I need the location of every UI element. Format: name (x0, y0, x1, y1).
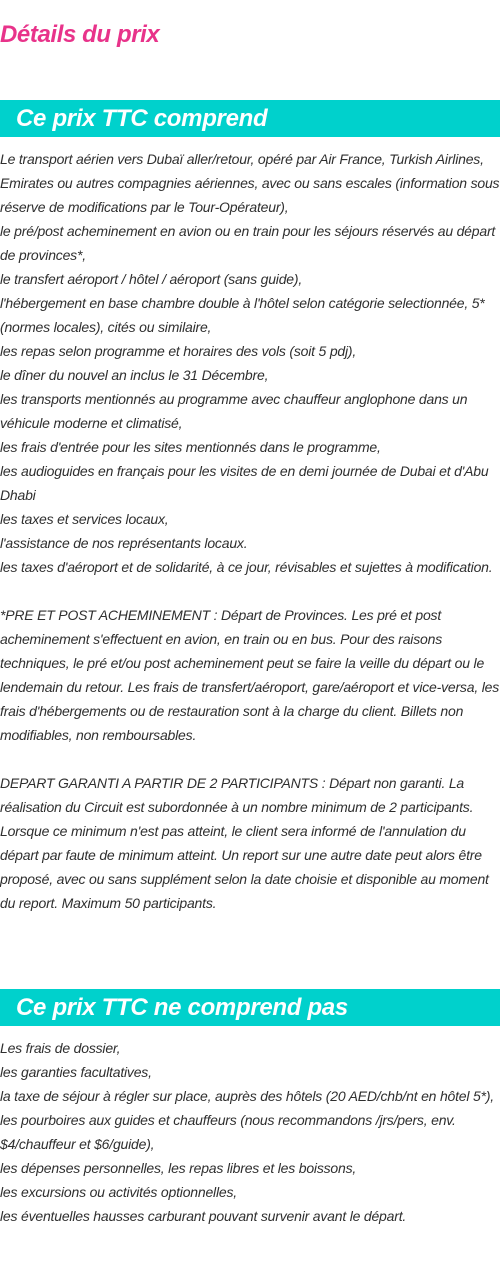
included-line: les taxes d'aéroport et de solidarité, à ce jour, révisables et sujettes à modification. (0, 559, 493, 575)
included-line: les transports mentionnés au programme avec chauffeur anglophone dans un véhicule moderne et climatisé, (0, 391, 468, 431)
included-line: le transfert aéroport / hôtel / aéroport (sans guide), (0, 271, 303, 287)
guaranteed-departure-note: DEPART GARANTI A PARTIR DE 2 PARTICIPANTS : Départ non garanti. La réalisation du Circuit est subordonnée à un nombre minimum de 2 participants. Lorsque ce minimum n'est pas atteint, le client sera informé de l'annulation du départ par faute de minimum atteint. Un report sur une autre date peut alors être proposé, avec ou sans supplément selon la date choisie et disponible au moment du report. Maximum 50 participants. (0, 775, 489, 911)
included-line: l'assistance de nos représentants locaux. (0, 535, 248, 551)
excluded-line: les pourboires aux guides et chauffeurs (nous recommandons /jrs/pers, env. $4/chauffeur et $6/guide), (0, 1112, 456, 1152)
page-title: Détails du prix (0, 21, 160, 48)
included-line: le dîner du nouvel an inclus le 31 Décembre, (0, 367, 269, 383)
excluded-line: les éventuelles hausses carburant pouvant survenir avant le départ. (0, 1208, 407, 1224)
included-line: les repas selon programme et horaires des vols (soit 5 pdj), (0, 343, 357, 359)
included-line: les taxes et services locaux, (0, 511, 169, 527)
included-line: Le transport aérien vers Dubaï aller/retour, opéré par Air France, Turkish Airlines, Emirates ou autres compagnies aériennes, avec ou sans escales (information sous réserve de modifications par le Tour-Opérateur), (0, 151, 500, 215)
included-line: le pré/post acheminement en avion ou en train pour les séjours réservés au départ de provinces*, (0, 223, 496, 263)
included-line: les audioguides en français pour les visites de en demi journée de Dubai et d'Abu Dhabi (0, 463, 489, 503)
included-line: l'hébergement en base chambre double à l'hôtel selon catégorie selectionnée, 5* (normes locales), cités ou similaire, (0, 295, 485, 335)
excluded-section-heading: Ce prix TTC ne comprend pas (0, 989, 500, 1026)
excluded-line: Les frais de dossier, (0, 1040, 121, 1056)
paragraph-spacer (0, 579, 500, 603)
excluded-line: les dépenses personnelles, les repas libres et les boissons, (0, 1160, 357, 1176)
preacheminement-note: *PRE ET POST ACHEMINEMENT : Départ de Provinces. Les pré et post acheminement s'effectuent en avion, en train ou en bus. Pour des raisons techniques, le pré et/ou post acheminement peut se faire la veille du départ ou le lendemain du retour. Les frais de transfert/aéroport, gare/aéroport et vice-versa, les frais d'hébergements ou de restauration sont à la charge du client. Billets non modifiables, non remboursables. (0, 607, 499, 743)
included-section (0, 147, 500, 915)
excluded-line: les excursions ou activités optionnelles, (0, 1184, 237, 1200)
excluded-line: les garanties facultatives, (0, 1064, 152, 1080)
excluded-section (0, 1036, 500, 1228)
excluded-line: la taxe de séjour à régler sur place, auprès des hôtels (20 AED/chb/nt en hôtel 5*), (0, 1088, 494, 1104)
paragraph-spacer (0, 747, 500, 771)
included-line: les frais d'entrée pour les sites mentionnés dans le programme, (0, 439, 381, 455)
included-section-heading: Ce prix TTC comprend (0, 100, 500, 137)
